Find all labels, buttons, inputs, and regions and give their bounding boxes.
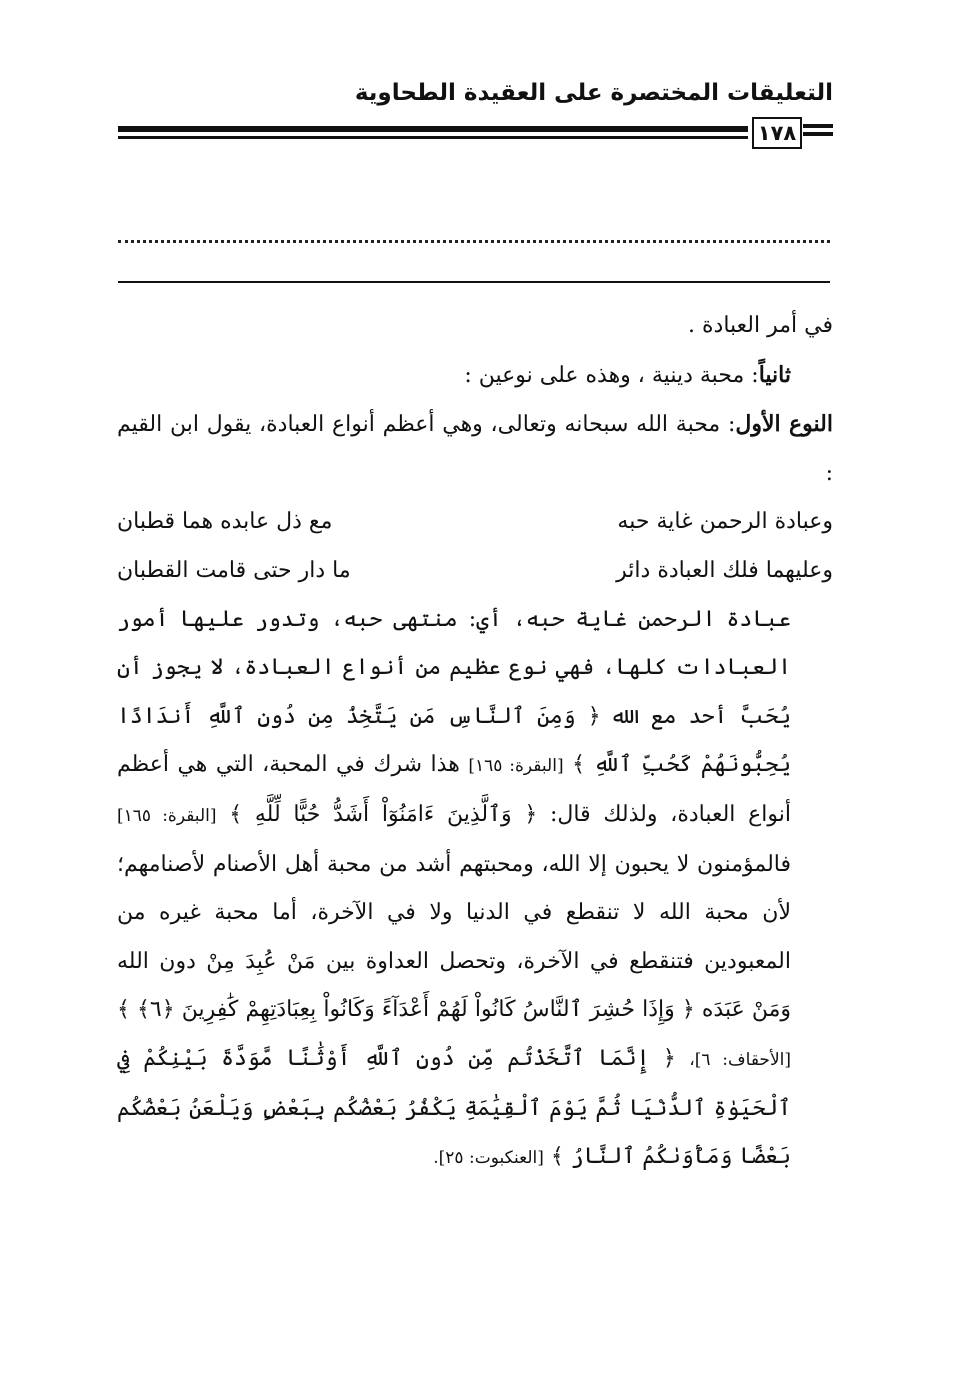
paragraph-explanation <box>117 596 833 1183</box>
verse-reference: [العنكبوت: ٢٥]. <box>433 1148 544 1169</box>
paragraph-continuation: في أمر العبادة . <box>688 313 833 338</box>
paragraph-text: : محبة الله سبحانه وتعالى، وهي أعظم أنواع العبادة، يقول ابن القيم : <box>117 412 833 486</box>
body-text <box>117 302 833 1183</box>
page-number-ornament <box>803 124 833 128</box>
poem-verse <box>117 498 833 547</box>
paragraph-text: : محبة دينية ، وهذه على نوعين : <box>464 362 759 388</box>
dotted-separator <box>118 240 830 243</box>
section-label: ثانياً <box>758 361 791 388</box>
verse-reference: [البقرة: ١٦٥] <box>117 805 217 826</box>
section-label: النوع الأول <box>735 411 834 438</box>
verse-reference: [الأحقاف: ٦]، <box>689 1049 791 1070</box>
poem-verse <box>117 547 833 596</box>
poem-second-hemistich: ما دار حتى قامت القطبان <box>117 557 351 583</box>
running-header-title: التعليقات المختصرة على العقيدة الطحاوية <box>354 80 833 106</box>
quran-verse: ﴿ إِنَّمَا ٱتَّخَذْتُم مِّن دُونِ ٱللَّهِ أَوْثَٰنًا مَّوَدَّةَ بَيْنِكُمْ فِي ٱلْحَيَوٰةِ ٱلدُّنْيَا ثُمَّ يَوْمَ ٱلْقِيَٰمَةِ يَكْفُرُ بَعْضُكُم بِبَعْضٍ وَيَلْعَنُ بَعْضُكُم بَعْضًا وَمَأْوَىٰكُمُ ٱلنَّارُ ﴾ <box>117 1045 791 1170</box>
page-number-ornament <box>803 132 833 136</box>
header-rule-thin <box>118 136 748 139</box>
quran-verse: ﴿ وَإِذَا حُشِرَ ٱلنَّاسُ كَانُواْ لَهُمْ أَعْدَآءً وَكَانُواْ بِعِبَادَتِهِمْ كَٰفِرِينَ ﴿٦﴾ ﴾ <box>117 997 695 1023</box>
poem-first-hemistich: وعبادة الرحمن غاية حبه <box>617 509 833 535</box>
paragraph-text: فالمؤمنون لا يحبون إلا الله، ومحبتهم أشد من محبة أهل الأصنام لأصنامهم؛ لأن محبة الله لا تنقطع في الدنيا ولا في الآخرة، أما محبة غيره من المعبودين فتنقطع في الآخرة، وتحصل العداوة بين مَنْ عُبِدَ مِنْ دون الله وَمَنْ عَبَدَه <box>117 851 791 1023</box>
poem-first-hemistich: وعليهما فلك العبادة دائر <box>616 557 833 583</box>
page-number: ١٧٨ <box>752 117 802 149</box>
paragraph-text: عبادة الرحمن غاية حبه، أي: منتهى حبه، وتدور عليها أمور العبادات كلها، فهي نوع عظيم من أنواع العبادة، لا يجوز أن يُحَبَّ أحد مع الله <box>117 606 791 729</box>
header-rule-thick <box>118 126 748 132</box>
verse-reference: [البقرة: ١٦٥] <box>468 756 564 777</box>
poem-second-hemistich: مع ذل عابده هما قطبان <box>117 509 333 535</box>
paragraph-first-kind <box>117 400 833 498</box>
paragraph-second-type <box>117 351 833 401</box>
quran-verse: ﴿ وَٱلَّذِينَ ءَامَنُوٓاْ أَشَدُّ حُبًّا لِّلَّهِ ﴾ <box>229 801 538 827</box>
quran-verse: ﴿ وَمِنَ ٱلنَّاسِ مَن يَتَّخِذُ مِن دُونِ ٱللَّهِ أَندَادًا يُحِبُّونَهُمْ كَحُبِّ ٱللَّهِ ﴾ <box>117 703 791 778</box>
solid-separator <box>118 281 830 283</box>
paragraph-text: هذا شرك في المحبة، التي هي أعظم أنواع العبادة، ولذلك قال: <box>117 752 792 827</box>
